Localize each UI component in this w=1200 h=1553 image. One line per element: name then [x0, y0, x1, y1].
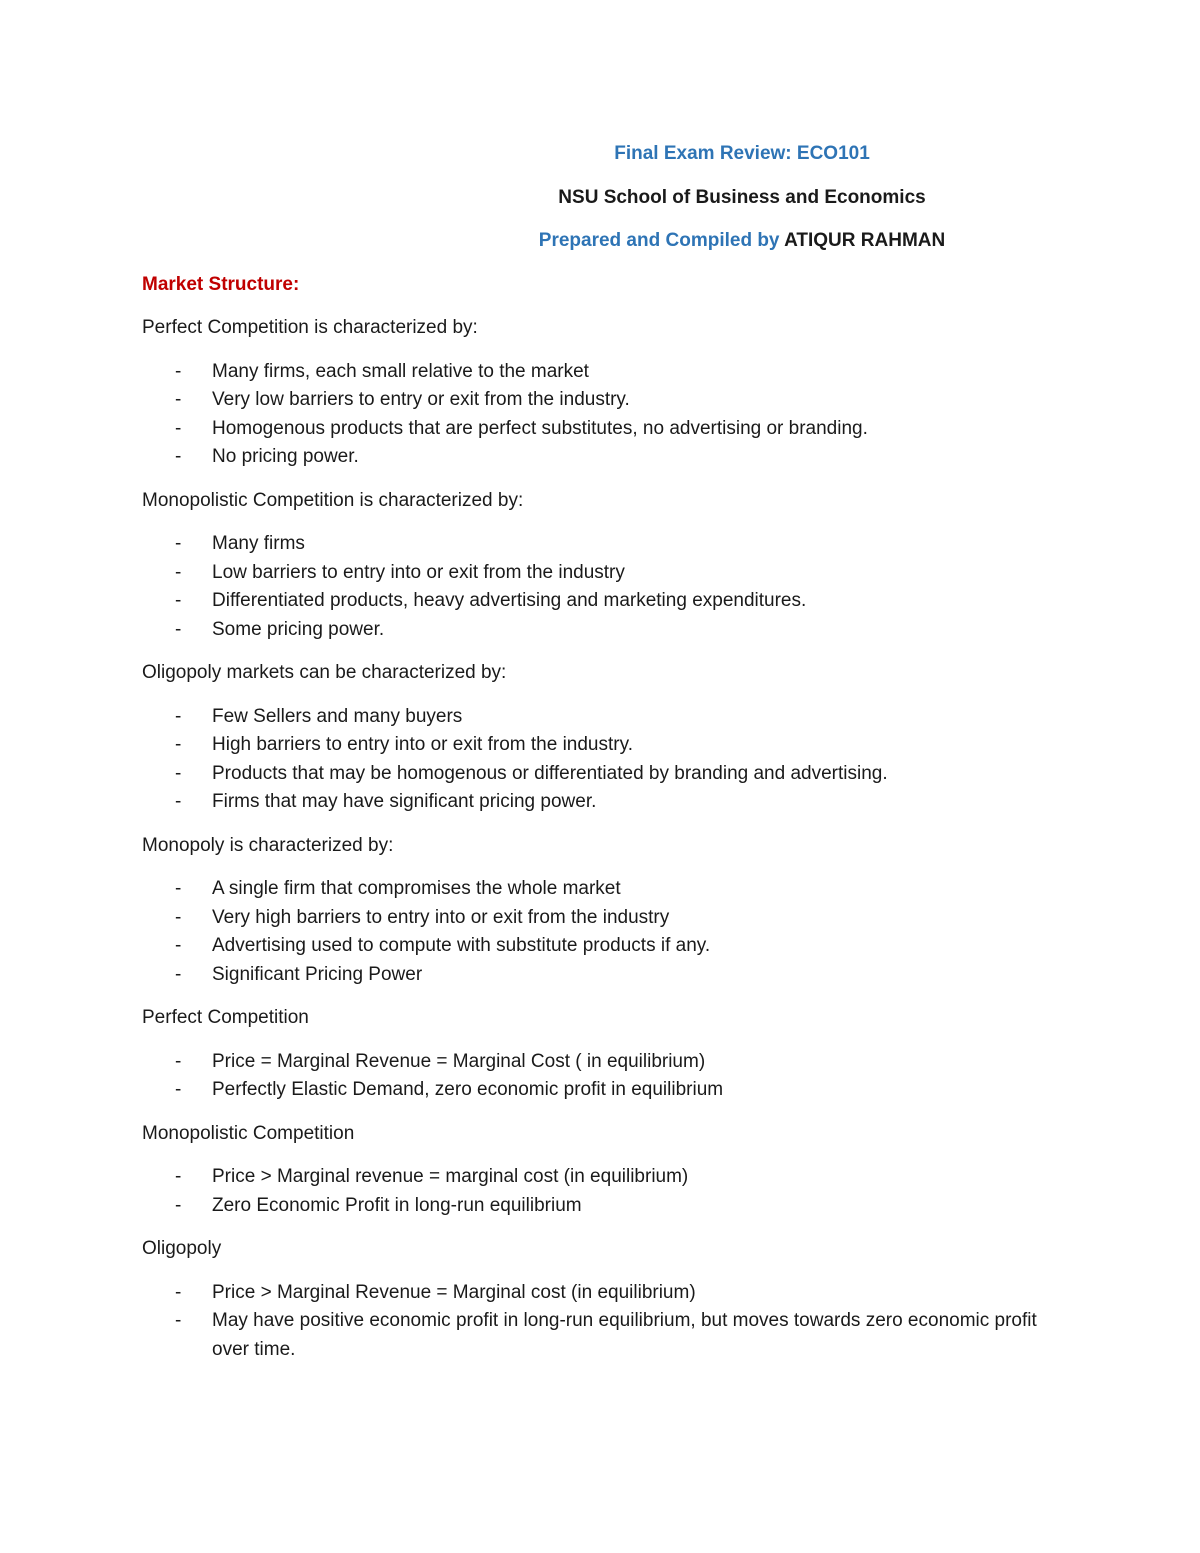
list-item-text: Very low barriers to entry or exit from the industry.	[212, 389, 630, 410]
dash-bullet-icon: -	[175, 705, 182, 727]
document-page	[142, 140, 1062, 1379]
dash-bullet-icon: -	[175, 360, 182, 382]
list-item	[142, 788, 1062, 817]
list-item	[142, 386, 1062, 415]
list-item	[142, 443, 1062, 472]
list-item	[142, 530, 1062, 559]
list-item	[142, 1307, 1062, 1364]
block-intro: Oligopoly markets can be characterized by:	[142, 662, 507, 683]
block-intro: Monopolistic Competition	[142, 1122, 355, 1144]
block-intro: Monopolistic Competition is characterized by:	[142, 489, 524, 511]
bullet-list	[142, 1163, 1062, 1220]
dash-bullet-icon: -	[175, 561, 182, 583]
dash-bullet-icon: -	[175, 791, 182, 812]
dash-bullet-icon: -	[175, 1281, 182, 1303]
list-item	[142, 1048, 1062, 1077]
list-item	[142, 760, 1062, 789]
list-item-text: Price = Marginal Revenue = Marginal Cost ( in equilibrium)	[212, 1050, 706, 1072]
school-name: NSU School of Business and Economics	[558, 186, 926, 208]
prepared-by-line	[142, 227, 1200, 256]
dash-bullet-icon: -	[175, 1050, 182, 1072]
block-intro: Oligopoly	[142, 1238, 222, 1259]
dash-bullet-icon: -	[175, 1310, 182, 1331]
list-item	[142, 358, 1062, 387]
bullet-list	[142, 703, 1062, 817]
list-item	[142, 616, 1062, 645]
dash-bullet-icon: -	[175, 734, 182, 755]
list-item	[142, 559, 1062, 588]
bullet-list	[142, 875, 1062, 989]
list-item-text: Few Sellers and many buyers	[212, 705, 463, 727]
dash-bullet-icon: -	[175, 1079, 182, 1100]
list-item	[142, 587, 1062, 616]
list-item	[142, 932, 1062, 961]
bullet-list	[142, 358, 1062, 472]
author-name: ATIQUR RAHMAN	[784, 230, 946, 251]
bullet-list	[142, 530, 1062, 644]
list-item-text: Advertising used to compute with substitute products if any.	[212, 935, 711, 956]
dash-bullet-icon: -	[175, 762, 182, 784]
list-item	[142, 703, 1062, 732]
block-intro: Monopoly is characterized by:	[142, 834, 394, 856]
list-item-text: Products that may be homogenous or differentiated by branding and advertising.	[212, 762, 888, 784]
list-item-text: No pricing power.	[212, 446, 359, 467]
dash-bullet-icon: -	[175, 533, 182, 554]
list-item	[142, 875, 1062, 904]
section-heading: Market Structure:	[142, 273, 300, 295]
dash-bullet-icon: -	[175, 1166, 182, 1187]
list-item	[142, 1163, 1062, 1192]
dash-bullet-icon: -	[175, 1194, 182, 1216]
list-item-text: Significant Pricing Power	[212, 963, 423, 985]
list-item-text: Many firms	[212, 533, 305, 554]
list-item	[142, 904, 1062, 933]
block-intro: Perfect Competition is characterized by:	[142, 317, 478, 338]
prepared-by-label: Prepared and Compiled by	[538, 230, 785, 251]
list-item-text: Differentiated products, heavy advertising and marketing expenditures.	[212, 590, 807, 611]
list-item-text: Firms that may have significant pricing power.	[212, 791, 597, 812]
list-item	[142, 1192, 1062, 1221]
list-item	[142, 415, 1062, 444]
list-item-text: Perfectly Elastic Demand, zero economic profit in equilibrium	[212, 1079, 724, 1100]
block-intro: Perfect Competition	[142, 1007, 309, 1028]
list-item-text: A single firm that compromises the whole market	[212, 878, 621, 899]
dash-bullet-icon: -	[175, 618, 182, 640]
list-item-text: Some pricing power.	[212, 618, 385, 640]
document-title: Final Exam Review: ECO101	[614, 143, 870, 164]
dash-bullet-icon: -	[175, 417, 182, 439]
list-item-text: Price > Marginal revenue = marginal cost (in equilibrium)	[212, 1166, 689, 1187]
list-item-text: Homogenous products that are perfect substitutes, no advertising or branding.	[212, 417, 868, 439]
list-item	[142, 731, 1062, 760]
dash-bullet-icon: -	[175, 590, 182, 611]
list-item-text: Very high barriers to entry into or exit from the industry	[212, 906, 670, 928]
list-item-text: May have positive economic profit in long-run equilibrium, but moves towards zero economic profit over time.	[212, 1310, 1037, 1360]
list-item-text: Many firms, each small relative to the market	[212, 360, 589, 382]
dash-bullet-icon: -	[175, 446, 182, 467]
content-blocks	[142, 314, 1062, 1364]
list-item-text: Zero Economic Profit in long-run equilibrium	[212, 1194, 582, 1216]
bullet-list	[142, 1279, 1062, 1365]
dash-bullet-icon: -	[175, 963, 182, 985]
list-item	[142, 961, 1062, 990]
dash-bullet-icon: -	[175, 878, 182, 899]
list-item-text: Price > Marginal Revenue = Marginal cost (in equilibrium)	[212, 1281, 696, 1303]
dash-bullet-icon: -	[175, 389, 182, 410]
bullet-list	[142, 1048, 1062, 1105]
list-item	[142, 1279, 1062, 1308]
list-item-text: High barriers to entry into or exit from the industry.	[212, 734, 633, 755]
dash-bullet-icon: -	[175, 935, 182, 956]
dash-bullet-icon: -	[175, 906, 182, 928]
list-item-text: Low barriers to entry into or exit from the industry	[212, 561, 625, 583]
list-item	[142, 1076, 1062, 1105]
